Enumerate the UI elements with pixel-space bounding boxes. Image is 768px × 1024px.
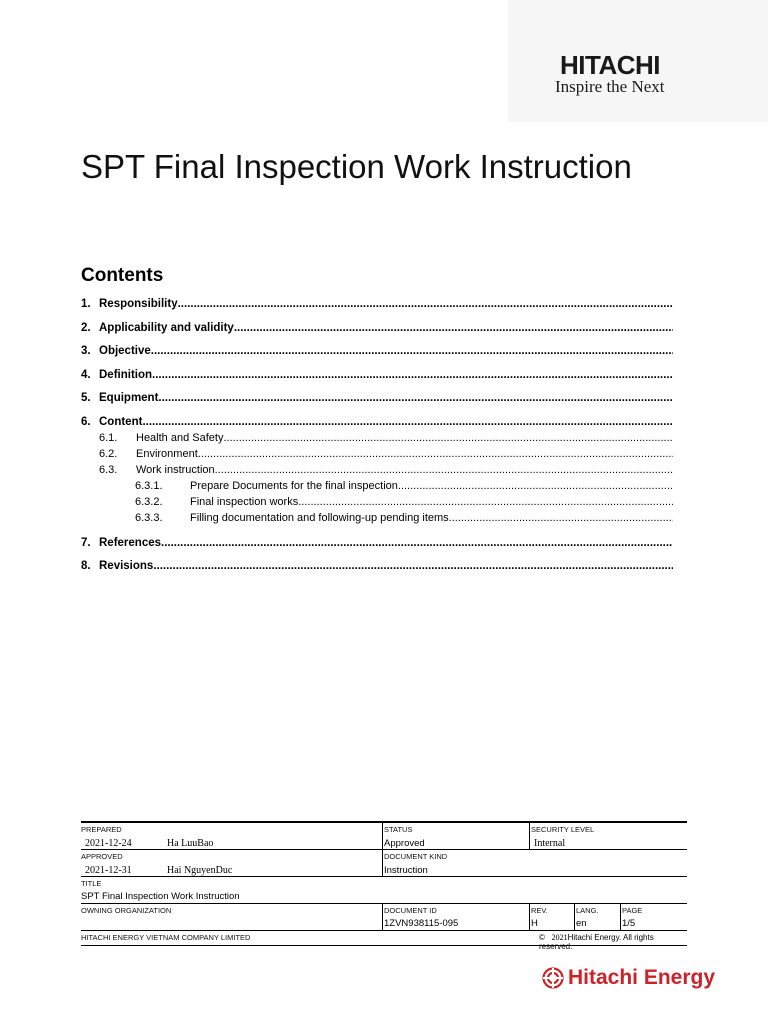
contents-heading: Contents [81, 265, 164, 286]
approved-label: APPROVED [81, 852, 123, 861]
copyright-symbol: © [539, 933, 545, 942]
page-value: 1/5 [622, 918, 636, 929]
toc-entry-definition[interactable] [81, 368, 673, 382]
toc-label: Final inspection works [190, 495, 299, 508]
toc-entry-applicability[interactable] [81, 321, 673, 335]
approved-date: 2021-12-31 [85, 865, 132, 876]
hitachi-logo-tagline: Inspire the Next [555, 77, 665, 96]
toc-label: Filling documentation and following-up pending items [190, 511, 449, 524]
security-level-value: Internal [534, 838, 566, 849]
toc-label: Responsibility [99, 298, 178, 310]
security-level-label: SECURITY LEVEL [531, 825, 595, 834]
toc-entry-filling-documentation[interactable] [81, 511, 673, 525]
toc-leader [298, 495, 673, 509]
toc-label: Health and Safety [136, 431, 224, 444]
info-row-organization [81, 931, 687, 951]
toc-label: Objective [99, 345, 151, 357]
toc-number: 6.2. [99, 447, 118, 460]
toc-leader [161, 536, 673, 550]
toc-label: Work instruction [136, 463, 215, 476]
toc-leader [215, 463, 673, 477]
hitachi-energy-logo [542, 966, 715, 990]
document-kind-value: Instruction [384, 865, 428, 876]
table-of-contents [81, 297, 673, 583]
toc-label: Applicability and validity [99, 321, 234, 334]
document-title: SPT Final Inspection Work Instruction [81, 148, 632, 185]
copyright-notice [539, 933, 687, 951]
prepared-date: 2021-12-24 [85, 838, 132, 849]
hitachi-energy-emblem-icon [542, 967, 564, 989]
toc-number: 6.3.1. [135, 479, 163, 492]
status-value: Approved [384, 838, 425, 849]
info-row-ids [81, 904, 687, 931]
info-row-approved [81, 850, 687, 877]
toc-label: Environment [136, 447, 198, 460]
hitachi-logo-wordmark: HITACHI [560, 50, 661, 80]
document-id-label: DOCUMENT ID [384, 906, 437, 915]
document-id-value: 1ZVN938115-095 [384, 918, 459, 929]
toc-number: 6.3. [99, 463, 118, 476]
toc-leader [142, 415, 673, 429]
toc-entry-work-instruction[interactable] [81, 463, 673, 477]
toc-entry-health-safety[interactable] [81, 431, 673, 445]
toc-label: References [99, 536, 162, 549]
approved-by: Hai NguyenDuc [167, 865, 233, 876]
toc-leader [223, 431, 673, 445]
toc-label: Content [99, 415, 143, 428]
toc-number: 6. [81, 415, 91, 428]
revision-label: REV. [531, 906, 548, 915]
document-info-block [81, 821, 687, 951]
owning-organization-value: HITACHI ENERGY VIETNAM COMPANY LIMITED [81, 933, 251, 942]
toc-entry-content[interactable] [81, 415, 673, 429]
prepared-by: Ha LuuBao [167, 838, 214, 849]
prepared-label: PREPARED [81, 825, 122, 834]
toc-leader [152, 368, 673, 382]
toc-leader [198, 447, 673, 461]
toc-leader [449, 511, 673, 525]
info-row-prepared [81, 823, 687, 850]
hitachi-energy-wordmark: Hitachi Energy [568, 966, 716, 989]
info-row-title [81, 877, 687, 904]
toc-number: 8. [81, 560, 91, 572]
toc-entry-final-inspection-works[interactable] [81, 495, 673, 509]
toc-entry-objective[interactable] [81, 344, 673, 358]
toc-entry-environment[interactable] [81, 447, 673, 461]
toc-entry-prepare-documents[interactable] [81, 479, 673, 493]
status-label: STATUS [384, 825, 413, 834]
toc-number: 6.3.2. [135, 495, 163, 508]
toc-number: 2. [81, 321, 91, 334]
toc-number: 4. [81, 368, 91, 381]
toc-number: 3. [81, 345, 91, 357]
language-value: en [576, 918, 587, 929]
toc-entry-equipment[interactable] [81, 391, 673, 405]
toc-label: Equipment [99, 392, 159, 404]
revision-value: H [531, 918, 538, 929]
toc-leader [234, 321, 673, 335]
toc-number: 5. [81, 392, 91, 404]
toc-number: 7. [81, 536, 91, 549]
toc-entry-references[interactable] [81, 536, 673, 550]
toc-number: 6.3.3. [135, 511, 163, 524]
toc-label: Definition [99, 368, 153, 381]
toc-leader [151, 344, 673, 358]
toc-leader [153, 559, 673, 573]
copyright-text: Hitachi Energy. All rights reserved. [539, 933, 654, 951]
toc-number: 6.1. [99, 431, 118, 444]
toc-leader [398, 479, 673, 493]
toc-leader [178, 297, 673, 311]
toc-entry-revisions[interactable] [81, 559, 673, 573]
document-kind-label: DOCUMENT KIND [384, 852, 448, 861]
title-label: TITLE [81, 879, 102, 888]
toc-label: Prepare Documents for the final inspection [190, 479, 398, 492]
toc-entry-responsibility[interactable] [81, 297, 673, 311]
toc-number: 1. [81, 298, 91, 310]
language-label: LANG. [576, 906, 599, 915]
toc-leader [158, 391, 673, 405]
copyright-year: 2021 [551, 933, 568, 942]
toc-label: Revisions [99, 560, 154, 572]
title-value: SPT Final Inspection Work Instruction [81, 891, 240, 902]
owning-organization-label: OWNING ORGANIZATION [81, 906, 172, 915]
page-label: PAGE [622, 906, 643, 915]
